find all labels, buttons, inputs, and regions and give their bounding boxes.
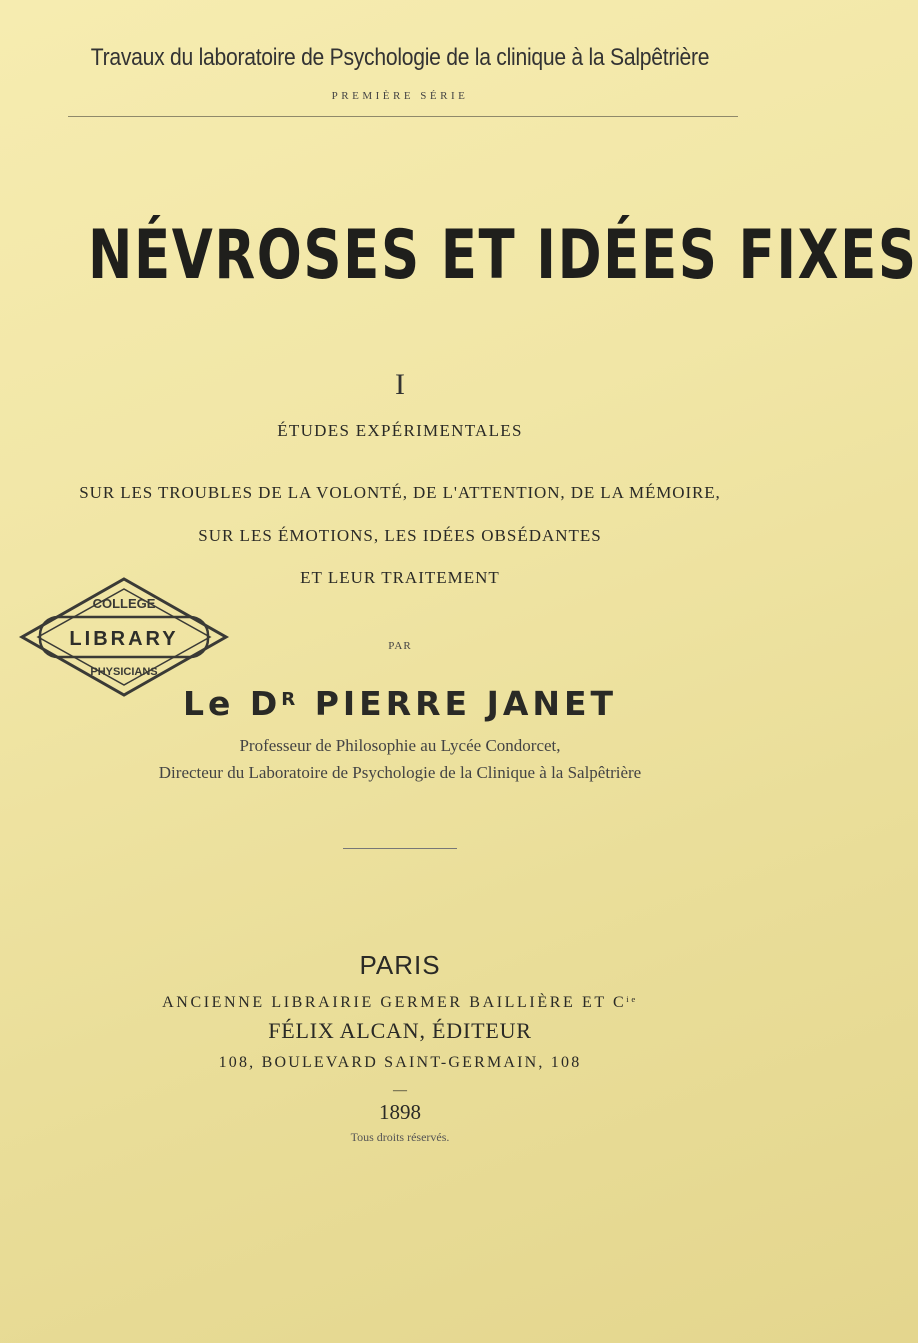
library-stamp-seal [12,575,237,700]
publisher-line-1-text: ANCIENNE LIBRAIRIE GERMER BAILLIÈRE ET C [162,994,627,1011]
stamp-top-text: COLLEGE [92,596,156,611]
author-affiliation-1: Professeur de Philosophie au Lycée Condorcet, [239,736,561,755]
subtitle-line-2: SUR LES TROUBLES DE LA VOLONTÉ, DE L'ATTENTION, DE LA MÉMOIRE, [79,483,721,502]
book-title: NÉVROSES ET IDÉES FIXES [88,216,918,295]
volume-number: I [395,368,405,401]
series-title: Travaux du laboratoire de Psychologie de la clinique à la Salpêtrière [90,44,710,71]
stamp-bottom-text: PHYSICIANS [90,666,158,678]
rights-notice: Tous droits réservés. [350,1130,450,1144]
author-title-sup: R [281,689,300,711]
publisher-line-1-sup: ie [626,994,638,1005]
publisher-line-1 [0,994,800,1012]
subtitle-line-1: ÉTUDES EXPÉRIMENTALES [277,421,523,440]
series-subtitle: PREMIÈRE SÉRIE [331,90,469,102]
publication-year: 1898 [379,1100,421,1124]
by-label: PAR [388,640,412,652]
top-divider [68,116,738,117]
year-dash: — [393,1083,407,1098]
stamp-center-text: LIBRARY [69,628,179,650]
middle-divider [343,848,457,849]
author-affiliation-2: Directeur du Laboratoire de Psychologie de la Clinique à la Salpêtrière [158,763,642,782]
author-prefix: Le D [182,684,282,723]
publisher-address: 108, BOULEVARD SAINT-GERMAIN, 108 [218,1054,582,1071]
author-name: PIERRE JANET [314,684,618,723]
subtitle-line-3: SUR LES ÉMOTIONS, LES IDÉES OBSÉDANTES [198,526,602,545]
library-stamp [12,575,237,705]
subtitle-line-4: ET LEUR TRAITEMENT [300,568,500,587]
publisher-city: PARIS [359,950,441,980]
publisher-name: FÉLIX ALCAN, ÉDITEUR [268,1018,532,1043]
